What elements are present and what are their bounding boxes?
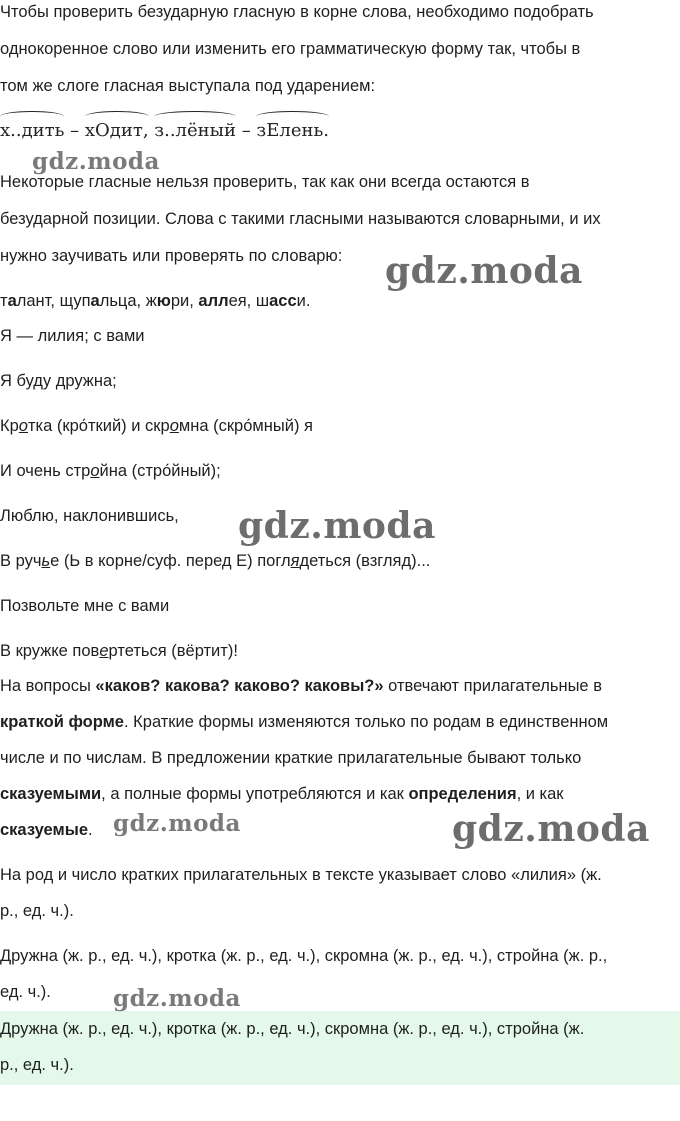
- poem-line-3: Кротка (кро́ткий) и скромна (скро́мный) я: [0, 417, 313, 435]
- poem-line-8: В кружке повертеться (вёртит)!: [0, 642, 238, 660]
- poem-line-4: И очень стройна (стро́йный);: [0, 462, 221, 480]
- watermark: gdz.moda: [113, 985, 241, 1012]
- poem-line-7: Позвольте мне с вами: [0, 597, 170, 615]
- root-w1: х..дить: [0, 120, 65, 141]
- answer-line-1: Дружна (ж. р., ед. ч.), кротка (ж. р., ед. ч.), скромна (ж. р., ед. ч.), стройна (ж.: [0, 1020, 585, 1038]
- rule-line-2: однокоренное слово или изменить его грамматическую форму так, чтобы в: [0, 40, 581, 58]
- root-w2: хОдит,: [84, 120, 149, 141]
- answer-line-2: р., ед. ч.).: [0, 1056, 74, 1074]
- watermark: gdz.moda: [113, 810, 241, 837]
- poem-line-5: Люблю, наклонившись,: [0, 507, 179, 525]
- short-form-line-1: На вопросы «каков? какова? каково? каковы?» отвечают прилагательные в: [0, 677, 602, 695]
- rule-line-3: том же слоге гласная выступала под ударением:: [0, 77, 376, 95]
- short-form-line-5: сказуемые.: [0, 821, 93, 839]
- dash-2: –: [235, 120, 257, 141]
- vocab-line-3: нужно заучивать или проверять по словарю:: [0, 247, 343, 265]
- watermark: gdz.moda: [452, 808, 650, 850]
- short-form-line-2: краткой форме. Краткие формы изменяются только по родам в единственном: [0, 713, 609, 731]
- rule-line-1: Чтобы проверить безударную гласную в корне слова, необходимо подобрать: [0, 3, 594, 21]
- dash-1: –: [64, 120, 85, 141]
- poem-line-6: В ручье (Ь в корне/суф. перед Е) поглядеться (взгляд)...: [0, 552, 431, 570]
- vocab-words: талант, щупальца, жюри, аллея, шасси.: [0, 292, 311, 310]
- poem-line-1: Я — лилия; с вами: [0, 327, 145, 345]
- analysis-line-3: Дружна (ж. р., ед. ч.), кротка (ж. р., ед. ч.), скромна (ж. р., ед. ч.), стройна (ж. р.,: [0, 947, 608, 965]
- root-w4: зЕлень.: [256, 120, 329, 141]
- analysis-line-1: На род и число кратких прилагательных в тексте указывает слово «лилия» (ж.: [0, 866, 602, 884]
- short-form-line-3: числе и по числам. В предложении краткие прилагательные бывают только: [0, 749, 582, 767]
- analysis-line-2: р., ед. ч.).: [0, 902, 74, 920]
- root-check-example: [0, 120, 329, 141]
- analysis-line-4: ед. ч.).: [0, 983, 51, 1001]
- watermark: gdz.moda: [238, 505, 436, 547]
- watermark: gdz.moda: [385, 250, 583, 292]
- short-form-line-4: сказуемыми, а полные формы употребляются и как определения, и как: [0, 785, 564, 803]
- poem-line-2: Я буду дружна;: [0, 372, 117, 390]
- vocab-line-2: безударной позиции. Слова с такими гласными называются словарными, и их: [0, 210, 601, 228]
- root-w3: з..лёный: [154, 120, 236, 141]
- vocab-line-1: Некоторые гласные нельзя проверить, так как они всегда остаются в: [0, 173, 530, 191]
- watermark: gdz.moda: [32, 148, 160, 175]
